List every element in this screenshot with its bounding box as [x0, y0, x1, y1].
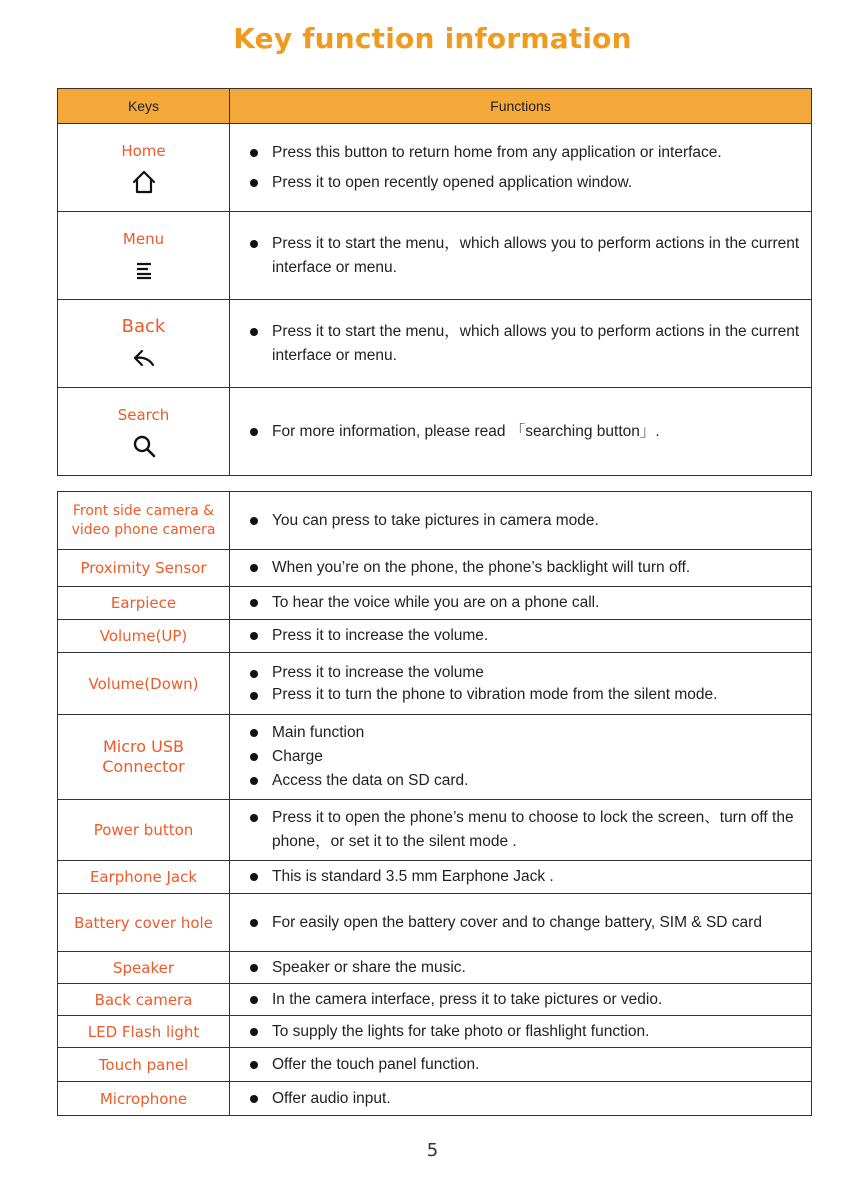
key-label: Earpiece: [110, 594, 177, 612]
key-label: Speaker: [112, 958, 174, 977]
key-cell: [58, 1048, 230, 1082]
function-cell: [230, 212, 812, 300]
key-cell: [58, 1082, 230, 1116]
key-cell: [58, 715, 230, 800]
table-row: [58, 300, 812, 388]
function-cell: [230, 1016, 812, 1048]
function-cell: [230, 620, 812, 653]
key-table: [57, 88, 812, 476]
function-item: You can press to take pictures in camera mode.: [244, 509, 811, 533]
key-label: Proximity Sensor: [80, 559, 207, 577]
key-label: Search: [117, 405, 170, 424]
table-row: [58, 984, 812, 1016]
key-cell: [58, 492, 230, 550]
table-header-row: [58, 89, 812, 124]
key-label: Back: [121, 315, 166, 337]
search-icon: [131, 433, 157, 459]
key-label: LED Flash light: [87, 1022, 200, 1041]
function-item: When you’re on the phone, the phone’s backlight will turn off.: [244, 556, 811, 580]
page-title: Key function information: [233, 22, 632, 55]
table-row: [58, 800, 812, 861]
key-cell: [58, 800, 230, 861]
key-cell: [58, 1016, 230, 1048]
page-number: 5: [426, 1140, 439, 1161]
key-label: Menu: [122, 229, 165, 248]
function-cell: [230, 653, 812, 715]
key-cell: [58, 388, 230, 476]
function-item: Access the data on SD card.: [244, 769, 811, 793]
function-cell: [230, 952, 812, 984]
key-label: Battery cover hole: [74, 913, 213, 932]
function-item: Offer audio input.: [244, 1087, 811, 1111]
key-cell: [58, 861, 230, 894]
table-row: [58, 550, 812, 587]
function-cell: [230, 894, 812, 952]
key-cell: [58, 620, 230, 653]
function-item: Press it to start the menu，which allows you to perform actions in the current interface or menu.: [244, 232, 811, 280]
key-label: Earphone Jack: [89, 868, 198, 886]
table-row: [58, 1082, 812, 1116]
function-cell: [230, 550, 812, 587]
function-item: To hear the voice while you are on a phone call.: [244, 591, 811, 615]
key-label: Volume(Down): [88, 674, 199, 693]
function-item: Main function: [244, 721, 811, 745]
table-row: [58, 620, 812, 653]
key-cell: [58, 124, 230, 212]
table-row: [58, 1048, 812, 1082]
table-row: [58, 492, 812, 550]
function-item: Press it to start the menu，which allows you to perform actions in the current interface or menu.: [244, 320, 811, 368]
key-cell: [58, 952, 230, 984]
function-item: Press it to increase the volume.: [244, 624, 811, 648]
function-cell: [230, 1048, 812, 1082]
key-cell: [58, 300, 230, 388]
function-item: Charge: [244, 745, 811, 769]
key-label: Back camera: [94, 990, 193, 1009]
key-cell: [58, 212, 230, 300]
table-row: [58, 587, 812, 620]
table-row: [58, 388, 812, 476]
table-row: [58, 952, 812, 984]
key-label: Home: [121, 141, 166, 160]
function-item: Press it to open recently opened application window.: [244, 171, 811, 195]
function-item: Speaker or share the music.: [244, 956, 811, 980]
function-item: This is standard 3.5 mm Earphone Jack .: [244, 865, 811, 889]
function-cell: [230, 1082, 812, 1116]
function-cell: [230, 861, 812, 894]
table-row: [58, 212, 812, 300]
key-label: Microphone: [99, 1089, 188, 1108]
function-item: In the camera interface, press it to take pictures or vedio.: [244, 988, 811, 1012]
key-label: Power button: [93, 821, 194, 839]
function-cell: [230, 124, 812, 212]
function-cell: [230, 300, 812, 388]
function-cell: [230, 492, 812, 550]
key-cell: [58, 587, 230, 620]
menu-icon: [131, 257, 157, 283]
key-cell: [58, 894, 230, 952]
table-row: [58, 715, 812, 800]
back-arrow-icon: [131, 345, 157, 371]
table-row: [58, 894, 812, 952]
key-cell: [58, 550, 230, 587]
table-row: [58, 861, 812, 894]
function-item: Offer the touch panel function.: [244, 1053, 811, 1077]
parts-table: [57, 491, 812, 1116]
function-cell: [230, 984, 812, 1016]
header-keys: Keys: [58, 89, 230, 124]
function-cell: [230, 715, 812, 800]
key-label: Micro USB Connector: [102, 737, 185, 776]
function-item: Press it to increase the volume: [244, 662, 811, 684]
table-row: [58, 653, 812, 715]
key-label: Volume(UP): [99, 627, 188, 645]
function-item: Press it to turn the phone to vibration mode from the silent mode.: [244, 684, 811, 706]
function-item: For more information, please read 「searching button」.: [244, 420, 811, 444]
key-label: Front side camera & video phone camera: [71, 502, 216, 538]
key-label: Touch panel: [98, 1055, 189, 1074]
key-cell: [58, 653, 230, 715]
function-cell: [230, 388, 812, 476]
function-cell: [230, 587, 812, 620]
function-item: To supply the lights for take photo or flashlight function.: [244, 1020, 811, 1044]
function-cell: [230, 800, 812, 861]
function-item: Press this button to return home from any application or interface.: [244, 141, 811, 165]
header-functions: Functions: [230, 89, 812, 124]
table-row: [58, 1016, 812, 1048]
table-row: [58, 124, 812, 212]
function-item: For easily open the battery cover and to change battery, SIM & SD card: [244, 911, 811, 935]
key-cell: [58, 984, 230, 1016]
home-icon: [131, 169, 157, 195]
function-item: Press it to open the phone’s menu to choose to lock the screen、turn off the phone，or set it to the silent mode .: [244, 806, 811, 854]
